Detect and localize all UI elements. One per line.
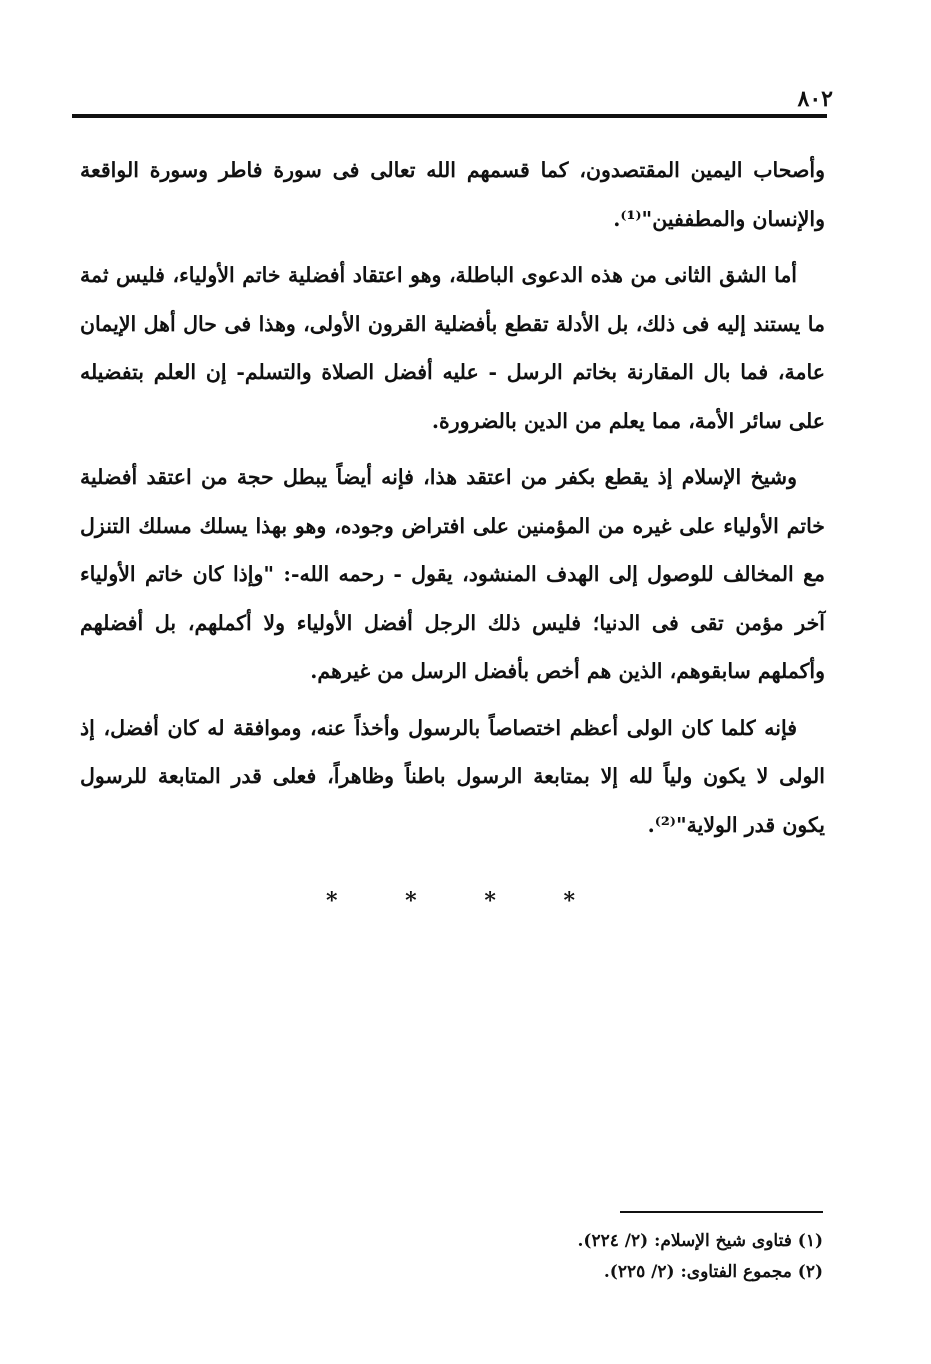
footnote-2: (٢) مجموع الفتاوى: (٢/ ٢٢٥).	[603, 1262, 823, 1282]
footnotes	[423, 1226, 823, 1288]
paragraph-3: وشيخ الإسلام إذ يقطع بكفر من اعتقد هذا، فإنه أيضاً يبطل حجة من اعتقد أفضلية خاتم الأولياء على غيره من المؤمنين على افتراض وجوده، وهو بهذا يسلك مسلك التنزل مع المخالف للوصول إلى الهدف المنشود، يقول - رحمه الله-: "وإذا كان خاتم الأولياء آخر مؤمن تقى فى الدنيا؛ فليس ذلك الرجل أفضل الأولياء ولا أكملهم، بل أفضلهم وأكملهم سابقوهم، الذين هم أخص بأفضل الرسل من غيرهم.	[80, 465, 825, 683]
paragraph-2: أما الشق الثانى من هذه الدعوى الباطلة، وهو اعتقاد أفضلية خاتم الأولياء، فليس ثمة ما يستند إليه فى ذلك، بل الأدلة تقطع بأفضلية القرون الأولى، وهذا فى حال أهل الإيمان عامة، فما بال المقارنة بخاتم الرسل - عليه أفضل الصلاة والتسلم- إن العلم بتفضيله على سائر الأمة، مما يعلم من الدين بالضرورة.	[80, 263, 825, 433]
main-text	[80, 146, 825, 857]
footnote-1: (١) فتاوى شيخ الإسلام: (٢/ ٢٢٤).	[577, 1231, 823, 1251]
page-number: ٨٠٢	[797, 86, 833, 112]
footnote-rule	[620, 1211, 823, 1213]
paragraph-4: فإنه كلما كان الولى أعظم اختصاصاً بالرسول وأخذاً عنه، وموافقة له كان أفضل، إذ الولى لا يكون ولياً لله إلا بمتابعة الرسول باطناً وظاهراً، فعلى قدر المتابعة للرسول يكون قدر الولاية"⁽²⁾.	[80, 715, 825, 837]
paragraph-1: وأصحاب اليمين المقتصدون، كما قسمهم الله تعالى فى سورة فاطر وسورة الواقعة والإنسان والمطففين"⁽¹⁾.	[80, 158, 825, 231]
header-rule	[72, 114, 827, 118]
section-separator: * * * *	[326, 888, 605, 914]
